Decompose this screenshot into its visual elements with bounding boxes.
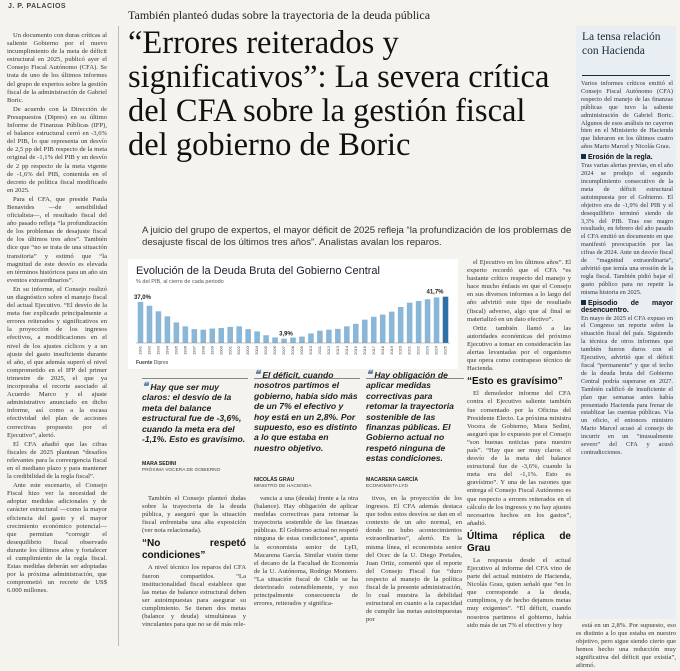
chart-tick-label: 2022 — [415, 346, 421, 355]
chart-tick-label: 2009 — [299, 346, 305, 355]
chart-bar — [371, 317, 377, 343]
chart-bar — [165, 316, 171, 343]
chart-bar — [290, 338, 296, 343]
chart-tick-label: 2014 — [343, 346, 349, 355]
quote-role: ECONOMISTA LYD — [366, 484, 408, 489]
chart-plot — [128, 259, 458, 369]
chart-title: Evolución de la Deuda Bruta del Gobierno Central — [136, 265, 380, 277]
paragraph: De acuerdo con la Dirección de Presupuestos (Dipres) en su último Informe de Finanzas Públicas (IFP), el balance estructural cerró en -3,6% del PIB, lo que representa un desvío de 2,5 pp del PIB respecto de la meta original de -1,1% del PIB y un desvío de 2 pp respecto de la meta vigente de -1,6% del PIB, contenida en el decreto de política fiscal modificado en 2025. — [7, 105, 107, 194]
chart-tick-label: 2016 — [361, 346, 367, 355]
chart-bar — [254, 331, 260, 343]
paragraph: Un documento con duras críticas al saliente Gobierno por el nuevo incumplimiento de la meta de déficit estructural en 2025, publicó ayer el Consejo Fiscal Autónomo (CFA). Se trata de uno de los últimos informes del grupo de expertos sobre la gestión fiscal de la administración de Gabriel Boric. — [7, 32, 107, 104]
chart-subtitle: % del PIB, al cierre de cada periodo — [136, 279, 224, 285]
chart-tick-label: 2023 — [424, 346, 430, 355]
quote-rule — [142, 378, 248, 379]
sidebar-subheading-text: Episodio de mayor desencuentro. — [581, 299, 673, 314]
square-bullet-icon — [581, 300, 586, 305]
subheading: “Esto es gravísimo” — [467, 376, 563, 388]
chart-tick-label: 1998 — [200, 346, 206, 355]
chart-tick-label: 1994 — [164, 346, 170, 355]
chart-tick-label: 1991 — [137, 346, 143, 355]
body-column — [366, 495, 462, 645]
chart-bar — [147, 306, 153, 343]
chart-bar — [308, 333, 314, 343]
paragraph: Varios informes críticos emitió el Consejo Fiscal Autónomo (CFA) respecto del manejo de las finanzas públicas que tuvo la saliente administración de Gabriel Boric. Algunos de esos análisis no cayeron bien en el Ministerio de Hacienda que lideraron en los últimos cuatro años Mario Marcel y Nicolás Grau. — [581, 80, 673, 151]
quote-mark-icon: ❝ — [254, 369, 260, 381]
square-bullet-icon — [581, 154, 586, 159]
paragraph: está en un 2,8%. Por supuesto, eso es distinto a lo que estaba en nuestro objetivo, pero sigue siendo cierto que hemos hecho una reducción muy significativa del déficit que existía”, afirmó. — [576, 622, 676, 670]
chart-bar — [353, 324, 359, 343]
chart-bar — [138, 302, 144, 343]
chart-bar — [218, 328, 224, 343]
chart-bar — [317, 331, 323, 343]
quote-garcia — [366, 370, 462, 464]
debt-chart — [128, 259, 458, 369]
chart-bar — [245, 329, 251, 343]
chart-tick-label: 2003 — [245, 346, 251, 355]
quote-name: MARA SEDINI — [142, 461, 177, 467]
chart-bar — [362, 320, 368, 343]
chart-bar — [389, 312, 395, 343]
chart-bar — [326, 330, 332, 343]
chart-bar — [183, 326, 189, 343]
chart-data-label: 3,9% — [279, 331, 293, 338]
chart-bar — [344, 326, 350, 343]
chart-data-label: 41,7% — [426, 289, 444, 296]
headline: “Errores reiterados y significativos”: La severa crítica del CFA sobre la gestión fiscal del gobierno de Boric — [128, 25, 550, 163]
chart-tick-label: 2006 — [272, 346, 278, 355]
chart-tick-label: 2005 — [263, 346, 269, 355]
quote-sedini — [142, 382, 246, 444]
paragraph: En mayo de 2025 el CFA expuso en el Congreso un reporte sobre la situación fiscal del país. Siguiendo la técnica de otros informes que también fueron duros con el Ejecutivo, advirtió que el déficit fiscal “permanente” y que el techo de la deuda bruta del Gobierno Central podría superarse en 2027. También calificó de insuficiente el plan que semanas antes había presentado Hacienda para frenar de establizar las cuentas públicas. Vía un oficio, el entonces ministro Mario Marcel acusó al consejo de incurrir en un “inusualmente severo” del CFA y acusó contradicciones. — [581, 314, 673, 456]
subheading: “No respetó condiciones” — [142, 538, 246, 562]
paragraph: Ortiz también llamó a las autoridades económicas del próximo Ejecutivo a tomar en consideración las alertas levantadas por el organismo que opera como contrapeso técnico de Hacienda. — [467, 324, 571, 373]
quote-name: MACARENA GARCÍA — [366, 477, 418, 483]
deck: A juicio del grupo de expertos, el mayor déficit de 2025 refleja “la profundización de los problemas de desajuste fiscal de los últimos tres años”. Analistas avalan los reparos. — [142, 225, 572, 248]
chart-tick-label: 2024 — [433, 346, 439, 355]
paragraph: En su informe, el Consejo realizó un diagnóstico sobre el manejo fiscal del actual Ejecutivo. “El desvío de la meta fue explicado principalmente a errores reiterados y significativos en la proyección de los ingresos efectivos, a modificaciones en el nivel de los ajustes cíclicos y a un ajuste del gasto insuficiente durante el año, el que además superó el nivel comprometido en el IFP del primer trimestre de 2025, el que ya incorporaba el recorte asociado al Acuerdo Marco y el ajuste administrativo anunciado en dicho informe, así como a la escasa efectividad del plan de acciones correctivas propuesto por el Ejecutivo”, alertó. — [7, 285, 107, 439]
quote-name: NICOLÁS GRAU — [254, 477, 295, 483]
sidebar-box — [576, 26, 676, 619]
paragraph: La respuesta desde el actual Ejecutivo al informe del CFA vino de parte del actual ministro de Hacienda, Nicolás Grau, quien señaló que “en lo que corresponde a la deuda, cumplimos, y de hecho dejamos metas muy exigentes”. “El déficit, cuando nosotros partimos el gobierno, había sido más de un 7% el efectivo y hoy — [467, 556, 571, 629]
quote-text: Hay obligación de aplicar medidas correctivas para retomar la trayectoria sostenible de las finanzas públicas. El Gobierno actual no respetó ninguna de estas condiciones. — [366, 370, 454, 464]
paragraph: El CFA añadió que las cifras fiscales de 2025 plantean “desafíos relevantes para la convergencia fiscal en el mediano plazo y para mantener la credibilidad de la regla fiscal”. — [7, 440, 107, 481]
chart-tick-label: 2002 — [236, 346, 242, 355]
chart-bar — [272, 337, 278, 343]
chart-bar — [201, 330, 207, 343]
chart-source-label: Fuente — [136, 360, 153, 366]
quote-mark-icon: ❝ — [142, 381, 148, 393]
byline: J. P. PALACIOS — [8, 3, 67, 10]
chart-tick-label: 1992 — [146, 346, 152, 355]
quote-mark-icon: ❝ — [366, 369, 372, 381]
paragraph: También el Consejo planteó dudas sobre la trayectoria de la deuda pública, y aseguró que la situación fiscal enfrentaba una alta exposición (ver nota relacionada). — [142, 495, 246, 535]
column-divider — [118, 26, 119, 646]
chart-tick-label: 2004 — [254, 346, 260, 355]
chart-bar — [227, 327, 233, 343]
chart-tick-label: 2010 — [308, 346, 314, 355]
sidebar-subheading — [581, 300, 673, 314]
left-column — [7, 32, 107, 644]
paragraph: el Ejecutivo en los últimos años”. El experto recordó que el CFA “es bastante crítico respecto del manejo y hace mucho énfasis en que el Consejo en sus diversos informes a lo largo del año advirtió este tipo de resultado (fiscal) adverso, algo que al final se materializó en un dato efectivo”. — [467, 259, 571, 323]
chart-bar — [263, 335, 269, 343]
chart-tick-label: 2012 — [325, 346, 331, 355]
chart-tick-label: 2025 — [442, 346, 448, 355]
chart-bar — [425, 299, 431, 343]
chart-tick-label: 2017 — [370, 346, 376, 355]
sidebar-subheading-text: Erosión de la regla. — [588, 154, 653, 162]
body-column — [142, 495, 246, 645]
paragraph: Tras varias alertas previas, en el año 2024 se produjo el segundo incumplimiento consecutivo de la meta de déficit estructural autoimpuesta por el Gobierno. El objetivo era de -1,9% del PIB y el desequilibrio terminó siendo de 3,3% del PIB. Tras ese magro resultado, en febrero del año pasado el CFA emitió un documento en que manifestó preocupación por las cifras de 2024. Ante un desvío fiscal de “magnitud extraordinaria”, advirtió que temía una erosión de la regla fiscal. También pidió bajar el gasto público para no repetir la misma historia en 2025. — [581, 162, 673, 296]
quote-role: PRÓXIMA VOCERA DE GOBIERNO — [142, 468, 221, 473]
chart-tick-label: 1995 — [173, 346, 179, 355]
chart-tick-label: 2019 — [388, 346, 394, 355]
body-column — [576, 622, 676, 670]
quote-role: MINISTRO DE HACIENDA — [254, 484, 312, 489]
paragraph: Para el CFA, que preside Paula Benavides —de sensibilidad oficialista—, el resultado fiscal del año pasado refleja “la profundización de los problemas de desajuste fiscal de los últimos tres años”. También dice que “no se trata de una situación transitoria” y estimó que “la magnitud de este desvío es elevada en términos históricos para un año sin eventos extraordinarios”. — [7, 195, 107, 284]
body-column — [467, 259, 571, 645]
paragraph: vancia a una (deuda) frente a la otra (balance). Hay obligación de aplicar medidas correctivas para retomar la trayectoria sostenible de las finanzas públicas. El Gobierno actual no respetó ninguna de estas condiciones”, apunta la economista senior de LyD, Macarena García. Similar visión tiene el decano de la Facultad de Economía de la U. Autónoma, Rodrigo Montero. “La situación fiscal de Chile se ha deteriorado ostensiblemente, y eso principalmente consecuencia de errores, reiterados y significa- — [254, 495, 359, 608]
chart-bar — [434, 297, 440, 343]
chart-source-value: Dipres — [153, 360, 169, 366]
quote-text: Hay que ser muy claros: el desvío de la meta del balance estructural fue de -3,6%, cuando la meta era del -1,1%. Esto es gravísimo. — [142, 382, 246, 445]
chart-tick-label: 2007 — [281, 346, 287, 355]
chart-tick-label: 2015 — [352, 346, 358, 355]
kicker: También planteó dudas sobre la trayectoria de la deuda pública — [128, 8, 431, 22]
chart-tick-label: 2008 — [290, 346, 296, 355]
chart-source — [136, 360, 168, 366]
chart-bar — [398, 307, 404, 343]
chart-tick-label: 2000 — [218, 346, 224, 355]
chart-bar — [299, 337, 305, 343]
chart-tick-label: 2011 — [316, 346, 322, 355]
chart-bar — [380, 315, 386, 343]
chart-tick-label: 1993 — [155, 346, 161, 355]
paragraph: A nivel técnico los reparos del CFA fueron compartidos. “La institucionalidad fiscal establece que las metas de balance estructural deben ser autoimpuestas para asegurar su cumplimiento. Se tienen dos metas (balance y deuda) simultáneas y vinculantes para que no se dé más rele- — [142, 564, 246, 629]
sidebar-title: La tensa relación con Hacienda — [582, 31, 661, 57]
chart-tick-label: 2001 — [227, 346, 233, 355]
chart-bar — [281, 339, 287, 343]
chart-tick-label: 1999 — [209, 346, 215, 355]
quote-text: El déficit, cuando nosotros partimos el gobierno, había sido más de un 7% el efectivo y hoy está en un 2,8%. Por supuesto, eso es distinto a lo que estaba en nuestro objetivo. — [254, 370, 358, 453]
paragraph: El demoledor informe del CFA contra el Ejecutivo saliente también fue comentado por la Oficina del Presidente Electo. La próxima ministra Vocera de Gobierno, Mara Sedini, aseguró que lo expuesto por el Consejo “son buenas noticias para nuestro país”. “Hay que ser muy claros: el desvío de la meta del balance estructural fue de -3,6%, cuando la meta era del -1,1%. Esto es gravísimo”. Y una de las razones que entrega el Consejo Fiscal Autónomo es que respecto a errores reiterados en el cálculo de los ingresos y no hay ajustes necesarios hechos en los gastos”, añadió. — [467, 390, 571, 527]
quote-grau — [254, 370, 358, 453]
chart-tick-label: 2013 — [334, 346, 340, 355]
chart-bar — [209, 329, 215, 343]
subheading: Última réplica de Grau — [467, 530, 571, 554]
chart-tick-label: 1996 — [182, 346, 188, 355]
chart-bar — [192, 329, 198, 343]
chart-bar — [174, 322, 180, 343]
paragraph: Ante este escenario, el Consejo Fiscal hizo ver la necesidad de adoptar medidas adicionales y de carácter estructural —como la mayor eficiencia del gasto y el mayor crecimiento económico potencial— que permitan “corregir el desequilibrio fiscal observado durante los últimos años y fortalecer el cumplimiento de la regla fiscal. Estas medidas deberán ser adoptadas por la próxima administración, que comprometió un recorte de US$ 6.000 millones. — [7, 482, 107, 595]
chart-data-label: 37,0% — [133, 294, 151, 301]
chart-tick-label: 2021 — [406, 346, 412, 355]
chart-bar — [156, 311, 162, 343]
chart-tick-label: 2020 — [397, 346, 403, 355]
sidebar-text — [581, 80, 673, 616]
chart-tick-label: 1997 — [191, 346, 197, 355]
body-column — [254, 495, 358, 645]
sidebar-rule — [582, 75, 670, 76]
sidebar-subheading — [581, 154, 673, 161]
paragraph: tivos, en la proyección de los ingresos. El CFA además destaca que todos estos desvíos se dan en el contexto de un año normal, en donde no hubo acontecimientos extraordinarios”, alertó. En la misma línea, el economista senior del Ocec de la U. Diego Portales, Juan Ortiz, comentó que el reporte del Consejo Fiscal fue “duro respecto al manejo de la política fiscal de la presente administración, lo cual muestra la debilidad estructural en cuanto a la capacidad de cumplir las metas autoimpuestas por — [366, 495, 462, 624]
chart-bar — [335, 329, 341, 343]
chart-bar — [407, 303, 413, 343]
chart-bar — [416, 301, 422, 343]
chart-tick-label: 2018 — [379, 346, 385, 355]
chart-bar — [443, 297, 449, 343]
chart-bar — [236, 326, 242, 343]
